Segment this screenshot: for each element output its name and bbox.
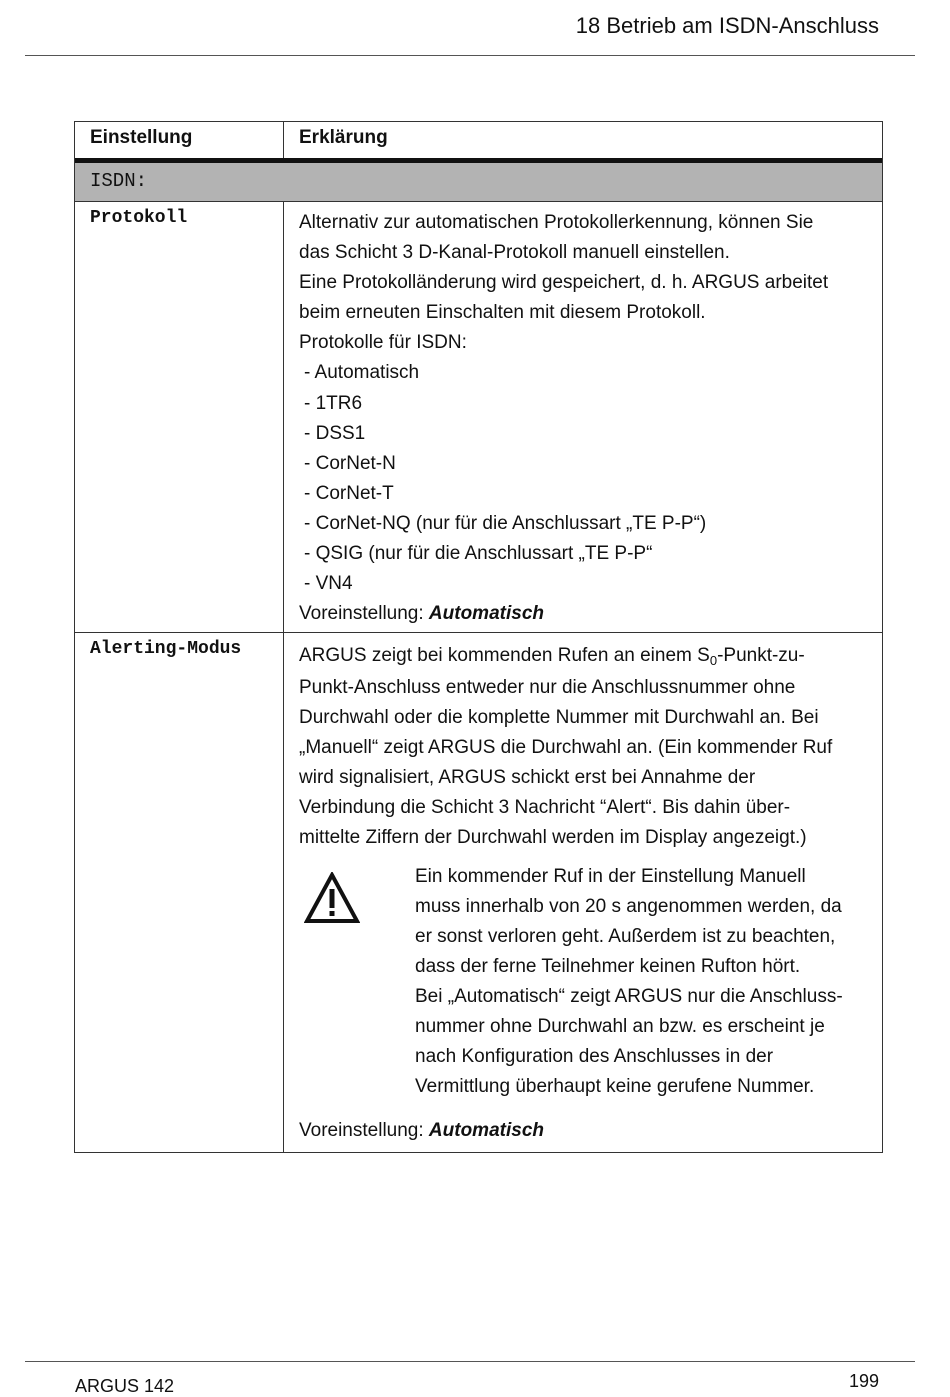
explanation-alerting-modus bbox=[284, 633, 882, 1152]
warning-line: Bei „Automatisch“ zeigt ARGUS nur die Anschluss- bbox=[415, 985, 843, 1007]
text-line: wird signalisiert, ARGUS schickt erst bei Annahme der bbox=[299, 767, 756, 789]
page-header-title: 18 Betrieb am ISDN-Anschluss bbox=[575, 13, 879, 38]
table-header-row bbox=[75, 122, 882, 163]
warning-line: nummer ohne Durchwahl an bzw. es erscheint je bbox=[415, 1016, 825, 1038]
warning-text bbox=[415, 862, 868, 1103]
text-line: mittelte Ziffern der Durchwahl werden im Display angezeigt.) bbox=[299, 827, 807, 849]
text-line: Punkt-Anschluss entweder nur die Anschlussnummer ohne bbox=[299, 677, 796, 698]
warning-note bbox=[299, 862, 868, 1103]
protocol-option: - QSIG (nur für die Anschlussart „TE P-P“ bbox=[304, 543, 653, 565]
header-divider bbox=[25, 55, 915, 56]
protocol-option: - DSS1 bbox=[304, 422, 366, 444]
default-label: Voreinstellung: bbox=[299, 603, 429, 625]
warning-line: Ein kommender Ruf in der Einstellung Manuell bbox=[415, 865, 806, 887]
text-line: beim erneuten Einschalten mit diesem Protokoll. bbox=[299, 302, 706, 324]
default-value: Automatisch bbox=[428, 1120, 544, 1142]
warning-line: Vermittlung überhaupt keine gerufene Nummer. bbox=[415, 1076, 815, 1098]
page-number: 199 bbox=[848, 1371, 879, 1391]
column-header-explanation: Erklärung bbox=[299, 127, 388, 148]
warning-line: nach Konfiguration des Anschlusses in der bbox=[415, 1046, 774, 1068]
text-line: Durchwahl oder die komplette Nummer mit Durchwahl an. Bei bbox=[299, 707, 819, 729]
footer-product-name: ARGUS 142 bbox=[75, 1376, 175, 1396]
text-line: das Schicht 3 D-Kanal-Protokoll manuell einstellen. bbox=[299, 242, 730, 264]
section-row-isdn: ISDN: bbox=[75, 163, 882, 201]
text-fragment: -Punkt-zu- bbox=[717, 645, 805, 666]
protocol-option: - CorNet-N bbox=[304, 452, 396, 474]
protocol-option: - CorNet-NQ (nur für die Anschlussart „TE P-P“) bbox=[304, 512, 707, 534]
protocol-option: - VN4 bbox=[304, 573, 353, 595]
setting-name-protokoll: Protokoll bbox=[75, 202, 284, 632]
footer-divider bbox=[25, 1361, 915, 1362]
warning-line: er sonst verloren geht. Außerdem ist zu beachten, bbox=[415, 925, 836, 947]
text-line: „Manuell“ zeigt ARGUS die Durchwahl an. (Ein kommender Ruf bbox=[299, 737, 833, 759]
warning-triangle-icon bbox=[299, 862, 415, 1103]
text-line: Alternativ zur automatischen Protokollerkennung, können Sie bbox=[299, 212, 814, 233]
column-header-setting: Einstellung bbox=[75, 122, 284, 158]
protocol-option: - CorNet-T bbox=[304, 482, 394, 504]
default-setting bbox=[299, 599, 868, 629]
table-row-protokoll bbox=[75, 201, 882, 632]
text-line: Verbindung die Schicht 3 Nachricht “Alert“. Bis dahin über- bbox=[299, 797, 791, 819]
warning-line: muss innerhalb von 20 s angenommen werden, da bbox=[415, 895, 842, 917]
text-line: Eine Protokolländerung wird gespeichert, d. h. ARGUS arbeitet bbox=[299, 272, 829, 294]
text-line: Protokolle für ISDN: bbox=[299, 332, 467, 354]
text-fragment: ARGUS zeigt bei kommenden Rufen an einem S bbox=[299, 645, 710, 666]
default-setting bbox=[299, 1116, 868, 1146]
settings-table bbox=[74, 121, 883, 1153]
setting-name-alerting-modus: Alerting-Modus bbox=[75, 633, 284, 1152]
protocol-option: - Automatisch bbox=[304, 362, 420, 384]
default-value: Automatisch bbox=[428, 603, 544, 625]
text-line bbox=[299, 639, 868, 673]
default-label: Voreinstellung: bbox=[299, 1120, 429, 1142]
warning-line: dass der ferne Teilnehmer keinen Rufton hört. bbox=[415, 955, 801, 977]
table-row-alerting-modus bbox=[75, 632, 882, 1152]
explanation-protokoll bbox=[284, 202, 882, 632]
protocol-option: - 1TR6 bbox=[304, 392, 363, 414]
subscript: 0 bbox=[709, 653, 718, 668]
